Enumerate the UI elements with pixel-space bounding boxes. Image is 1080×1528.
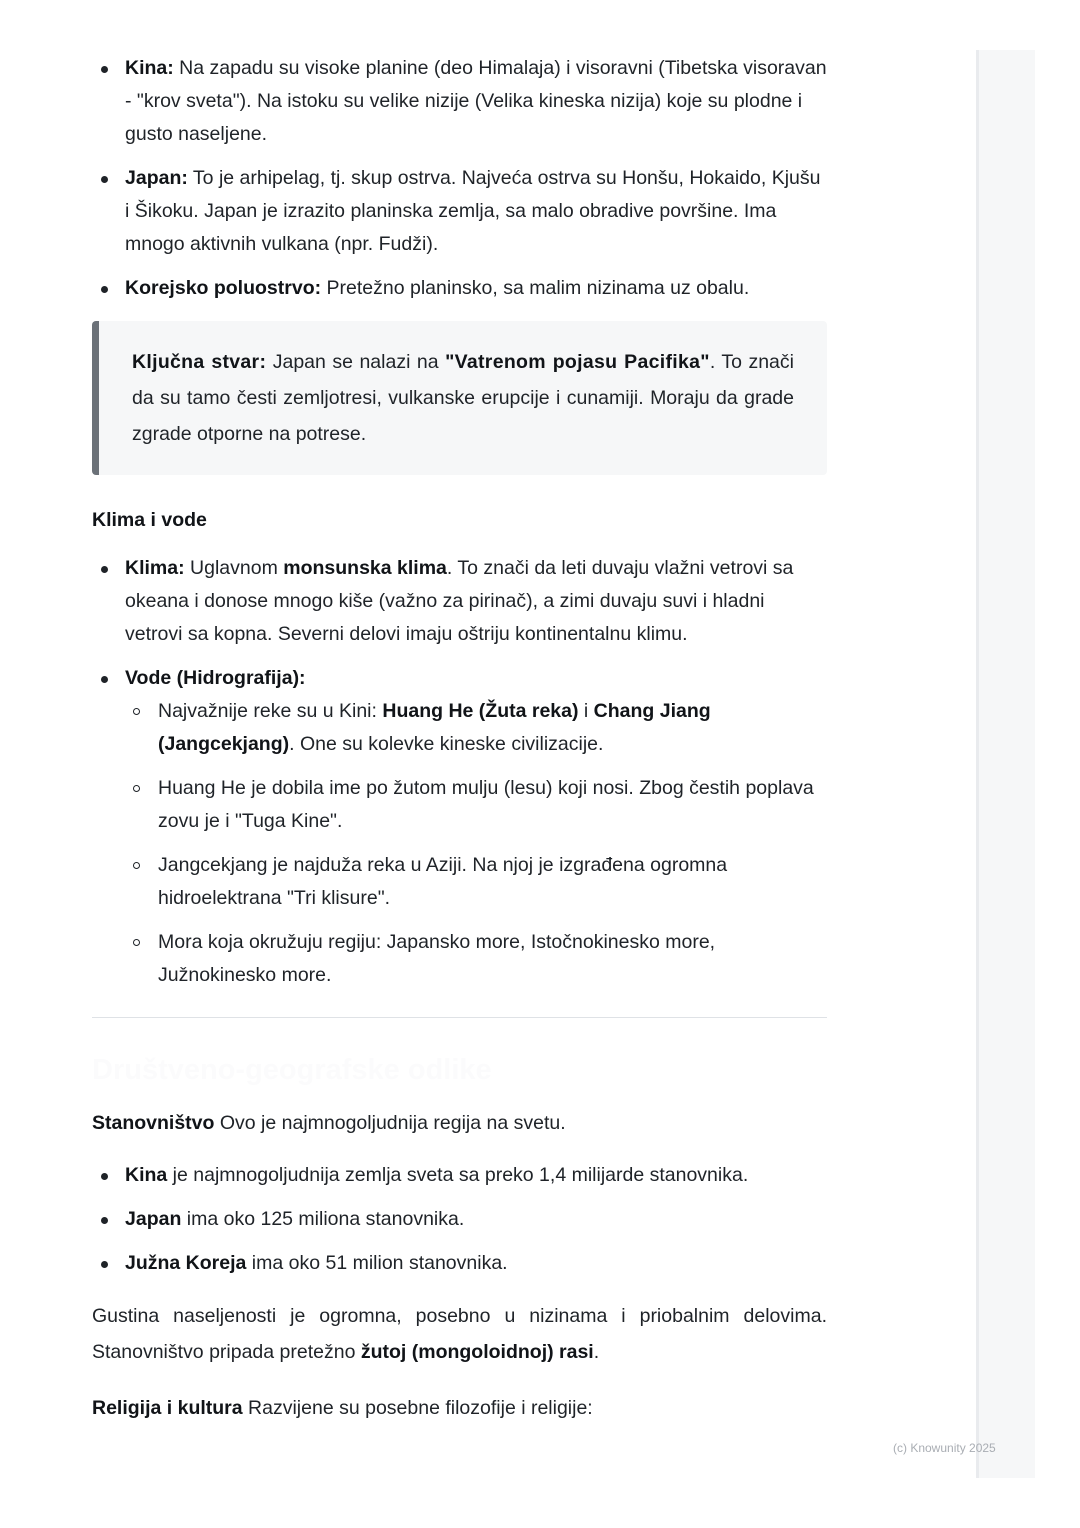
section-heading-social: Društveno-geografske odlike [92,1054,492,1086]
religion-paragraph: Religija i kultura Razvijene su posebne filozofije i religije: [92,1397,593,1419]
right-margin-panel [976,50,1035,1478]
callout-lead: Ključna stvar: [132,351,267,373]
hydrography-sublist [125,695,827,992]
copyright-footer: (c) Knowunity 2025 [893,1441,996,1455]
density-paragraph: Gustina naseljenosti je ogromna, posebno u nizinama i priobalnim delovima. Stanovništvo pripada pretežno žutoj (mongoloidnoj) rasi. [92,1305,827,1363]
sublist-item-jangce: Jangcekjang je najduža reka u Aziji. Na njoj je izgrađena ogromna hidroelektrana "Tri klisure". [125,849,827,915]
climate-list [92,552,827,992]
document-body [92,52,827,1426]
key-point-callout: Ključna stvar: Japan se nalazi na "Vatrenom pojasu Pacifika". To znači da su tamo česti zemljotresi, vulkanske erupcije i cunamiji. Moraju da grade zgrade otporne na potrese. [92,321,827,475]
section-heading-climate: Klima i vode [92,509,207,531]
list-item-korea: Korejsko poluostrvo: Pretežno planinsko, sa malim nizinama uz obalu. [92,272,827,305]
list-item-klima: Klima: Uglavnom monsunska klima. To znači da leti duvaju vlažni vetrovi sa okeana i donose mnogo kiše (važno za pirinač), a zimi duvaju suvi i hladni vetrovi sa kopna. Severni delovi imaju oštriju kontinentalnu klimu. [92,552,827,651]
list-item-kina: Kina: Na zapadu su visoke planine (deo Himalaja) i visoravni (Tibetska visoravan - "krov sveta"). Na istoku su velike nizije (Velika kineska nizija) koje su plodne i gusto naseljene. [92,52,827,151]
section-divider [92,1017,827,1018]
list-item-korea-pop: Južna Koreja ima oko 51 milion stanovnika. [92,1247,827,1280]
list-item-kina-pop: Kina je najmnogoljudnija zemlja sveta sa preko 1,4 milijarde stanovnika. [92,1159,827,1192]
sublist-item-seas: Mora koja okružuju regiju: Japansko more, Istočnokinesko more, Južnokinesko more. [125,926,827,992]
list-item-japan-pop: Japan ima oko 125 miliona stanovnika. [92,1203,827,1236]
list-item-vode: Vode (Hidrografija): Najvažnije reke su u Kini: Huang He (Žuta reka) i Chang Jiang (Jangcekjang). One su kolevke kineske civilizacije. Huang He je dobila ime po žutom mulju (lesu) koji nosi. Zbog čestih poplava zovu je i "Tuga Kine". Jangcekjang je najduža reka u Aziji. Na njoj je izgrađena ogromna hidroelektrana "Tri klisure". Mora koja okružuju regiju: Japansko more, Istočnokinesko more, Južnokinesko more. [92,662,827,992]
sublist-item-huang: Huang He je dobila ime po žutom mulju (lesu) koji nosi. Zbog čestih poplava zovu je i "Tuga Kine". [125,772,827,838]
relief-list [92,52,827,305]
sublist-item-rivers: Najvažnije reke su u Kini: Huang He (Žuta reka) i Chang Jiang (Jangcekjang). One su kolevke kineske civilizacije. [125,695,827,761]
population-list [92,1159,827,1280]
list-item-japan: Japan: To je arhipelag, tj. skup ostrva. Najveća ostrva su Honšu, Hokaido, Kjušu i Šikoku. Japan je izrazito planinska zemlja, sa malo obradive površine. Ima mnogo aktivnih vulkana (npr. Fudži). [92,162,827,261]
population-paragraph: Stanovništvo Ovo je najmnogoljudnija regija na svetu. [92,1112,566,1134]
